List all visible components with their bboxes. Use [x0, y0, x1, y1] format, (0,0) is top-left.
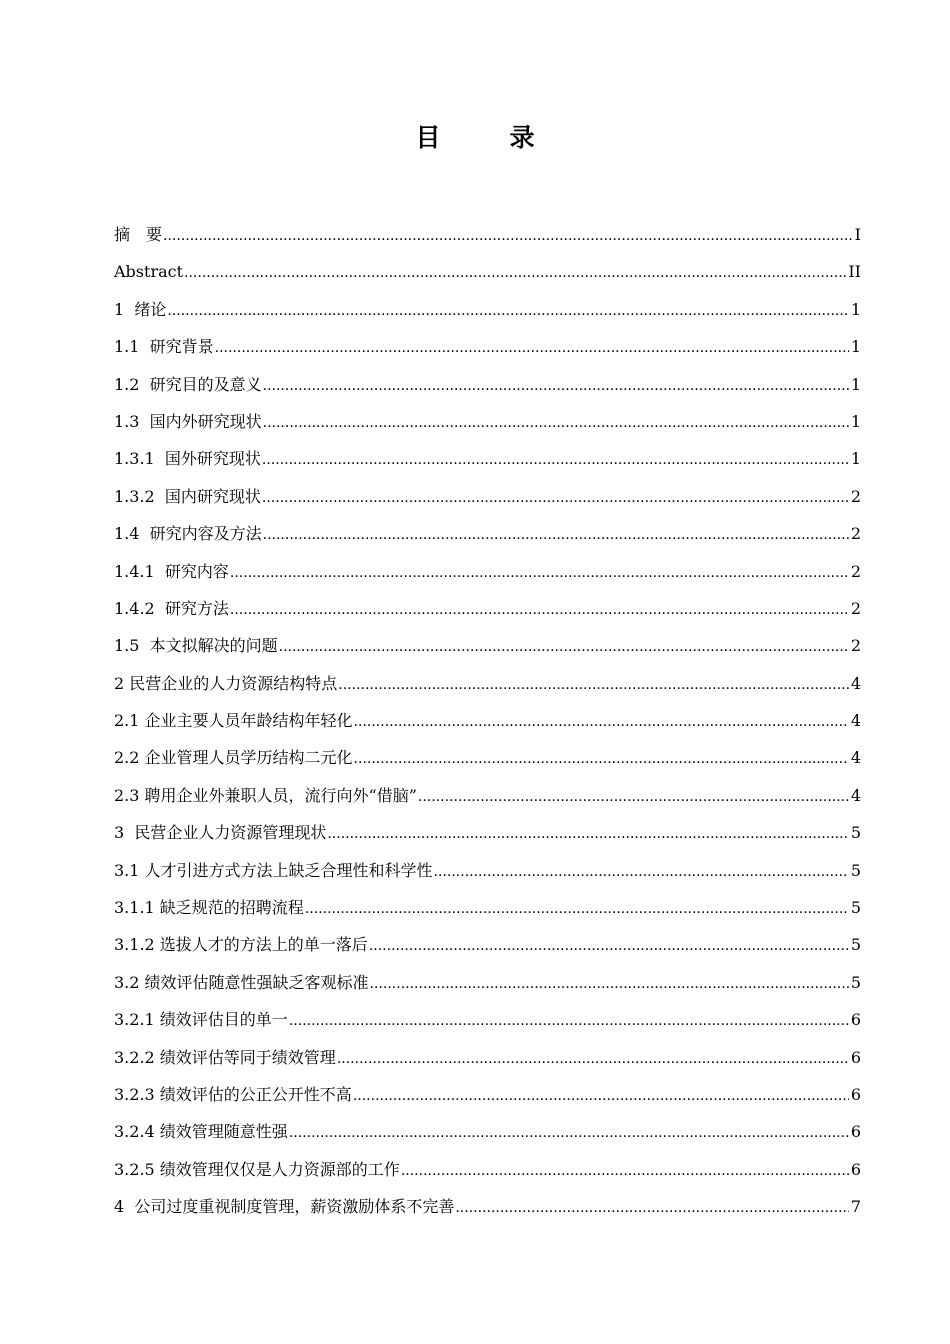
- toc-entry-label: 1.1 研究背景: [114, 337, 214, 357]
- toc-entry-label: 1.2 研究目的及意义: [114, 374, 262, 394]
- toc-dot-leader: [434, 854, 849, 891]
- toc-entry-label: 2.2 企业管理人员学历结构二元化: [114, 748, 353, 768]
- toc-dot-leader: [327, 816, 848, 853]
- toc-entry-label: 3 民营企业人力资源管理现状: [114, 823, 327, 843]
- toc-entry[interactable]: [114, 1039, 861, 1076]
- toc-entry-page-number: 5: [850, 898, 861, 918]
- toc-dot-leader: [353, 1078, 849, 1115]
- toc-entry[interactable]: [114, 1001, 861, 1038]
- toc-dot-leader: [337, 1041, 849, 1078]
- toc-dot-leader: [163, 218, 853, 255]
- toc-entry-page-number: 4: [850, 748, 861, 768]
- toc-entry-label: 1.3 国内外研究现状: [114, 411, 262, 431]
- toc-entry-page-number: 1: [850, 374, 861, 394]
- toc-entry[interactable]: [114, 440, 861, 477]
- toc-entry-page-number: 5: [850, 972, 861, 992]
- table-of-contents: [114, 216, 861, 1226]
- toc-entry[interactable]: [114, 328, 861, 365]
- toc-entry-page-number: 4: [850, 785, 861, 805]
- toc-entry-page-number: 5: [850, 860, 861, 880]
- toc-entry-page-number: 2: [850, 561, 861, 581]
- toc-entry-page-number: 2: [850, 486, 861, 506]
- toc-entry-page-number: II: [848, 262, 861, 282]
- toc-entry[interactable]: [114, 926, 861, 963]
- toc-entry-label: 3.2.4 绩效管理随意性强: [114, 1122, 288, 1142]
- toc-entry-label: 2.3 聘用企业外兼职人员，流行向外“借脑”: [114, 785, 417, 805]
- toc-dot-leader: [262, 442, 849, 479]
- toc-entry-label: 3.2.3 绩效评估的公正公开性不高: [114, 1084, 352, 1104]
- toc-entry-page-number: 5: [850, 823, 861, 843]
- toc-entry[interactable]: [114, 1151, 861, 1188]
- toc-entry[interactable]: [114, 964, 861, 1001]
- toc-dot-leader: [369, 928, 849, 965]
- toc-entry[interactable]: [114, 814, 861, 851]
- toc-entry-page-number: 2: [850, 598, 861, 618]
- toc-dot-leader: [289, 1115, 849, 1152]
- toc-entry-page-number: 1: [850, 449, 861, 469]
- toc-dot-leader: [455, 1190, 848, 1227]
- toc-entry[interactable]: [114, 852, 861, 889]
- toc-entry-label: 摘 要: [114, 225, 163, 244]
- page-title: 目 录: [415, 123, 557, 152]
- toc-entry-label: 3.2 绩效评估随意性强缺乏客观标准: [114, 972, 369, 992]
- toc-entry[interactable]: [114, 515, 861, 552]
- toc-entry-page-number: 1: [850, 337, 861, 357]
- toc-entry-label: 3.1.1 缺乏规范的招聘流程: [114, 898, 304, 918]
- toc-entry-page-number: 4: [850, 673, 861, 693]
- toc-dot-leader: [338, 667, 849, 704]
- toc-dot-leader: [262, 480, 849, 517]
- toc-entry-label: 2.1 企业主要人员年龄结构年轻化: [114, 711, 353, 731]
- toc-entry[interactable]: [114, 627, 861, 664]
- toc-dot-leader: [263, 368, 849, 405]
- toc-entry-page-number: 1: [850, 299, 861, 319]
- toc-entry-label: 3.2.1 绩效评估目的单一: [114, 1010, 288, 1030]
- toc-entry[interactable]: [114, 1188, 861, 1225]
- toc-entry-label: 1.5 本文拟解决的问题: [114, 636, 278, 656]
- toc-entry-page-number: 6: [850, 1010, 861, 1030]
- toc-dot-leader: [354, 741, 849, 778]
- toc-entry-label: Abstract: [114, 262, 184, 282]
- toc-entry-label: 3.2.5 绩效管理仅仅是人力资源部的工作: [114, 1159, 400, 1179]
- toc-entry-page-number: 6: [850, 1122, 861, 1142]
- toc-entry-page-number: 7: [850, 1197, 861, 1217]
- toc-entry-label: 3.1.2 选拔人才的方法上的单一落后: [114, 935, 368, 955]
- toc-entry-label: 3.2.2 绩效评估等同于绩效管理: [114, 1047, 336, 1067]
- toc-entry[interactable]: [114, 889, 861, 926]
- toc-entry-label: 1.4.2 研究方法: [114, 598, 229, 618]
- toc-entry[interactable]: [114, 366, 861, 403]
- toc-entry-label: 1 绪论: [114, 299, 167, 319]
- toc-entry-page-number: 2: [850, 636, 861, 656]
- toc-dot-leader: [354, 704, 849, 741]
- toc-entry-label: 1.3.1 国外研究现状: [114, 449, 261, 469]
- toc-dot-leader: [230, 592, 849, 629]
- toc-entry[interactable]: [114, 665, 861, 702]
- toc-entry-page-number: 5: [850, 935, 861, 955]
- toc-entry[interactable]: [114, 216, 861, 253]
- toc-entry[interactable]: [114, 291, 861, 328]
- toc-entry-page-number: 6: [850, 1159, 861, 1179]
- toc-dot-leader: [184, 255, 846, 292]
- toc-dot-leader: [215, 330, 849, 367]
- toc-entry-label: 3.1 人才引进方式方法上缺乏合理性和科学性: [114, 860, 433, 880]
- toc-entry-page-number: 1: [850, 411, 861, 431]
- toc-entry[interactable]: [114, 403, 861, 440]
- toc-dot-leader: [279, 629, 849, 666]
- toc-entry[interactable]: [114, 553, 861, 590]
- toc-entry-label: 4 公司过度重视制度管理，薪资激励体系不完善: [114, 1197, 455, 1217]
- toc-entry-page-number: 6: [850, 1084, 861, 1104]
- toc-dot-leader: [401, 1153, 849, 1190]
- toc-entry-page-number: 2: [850, 524, 861, 544]
- toc-entry[interactable]: [114, 1076, 861, 1113]
- toc-entry-label: 1.4 研究内容及方法: [114, 524, 262, 544]
- toc-dot-leader: [370, 966, 849, 1003]
- toc-dot-leader: [418, 779, 849, 816]
- toc-entry[interactable]: [114, 1113, 861, 1150]
- toc-entry-label: 2 民营企业的人力资源结构特点: [114, 673, 338, 693]
- toc-dot-leader: [230, 555, 849, 592]
- toc-entry-page-number: 4: [850, 711, 861, 731]
- toc-entry-label: 1.4.1 研究内容: [114, 561, 229, 581]
- toc-entry[interactable]: [114, 253, 861, 290]
- toc-entry-page-number: I: [854, 225, 861, 244]
- toc-dot-leader: [263, 405, 849, 442]
- toc-entry[interactable]: [114, 478, 861, 515]
- toc-entry[interactable]: [114, 590, 861, 627]
- toc-entry-page-number: 6: [850, 1047, 861, 1067]
- toc-dot-leader: [289, 1003, 849, 1040]
- toc-dot-leader: [167, 293, 848, 330]
- toc-entry[interactable]: [114, 702, 861, 739]
- toc-entry[interactable]: [114, 777, 861, 814]
- toc-dot-leader: [305, 891, 849, 928]
- toc-dot-leader: [263, 517, 849, 554]
- toc-entry-label: 1.3.2 国内研究现状: [114, 486, 261, 506]
- toc-entry[interactable]: [114, 739, 861, 776]
